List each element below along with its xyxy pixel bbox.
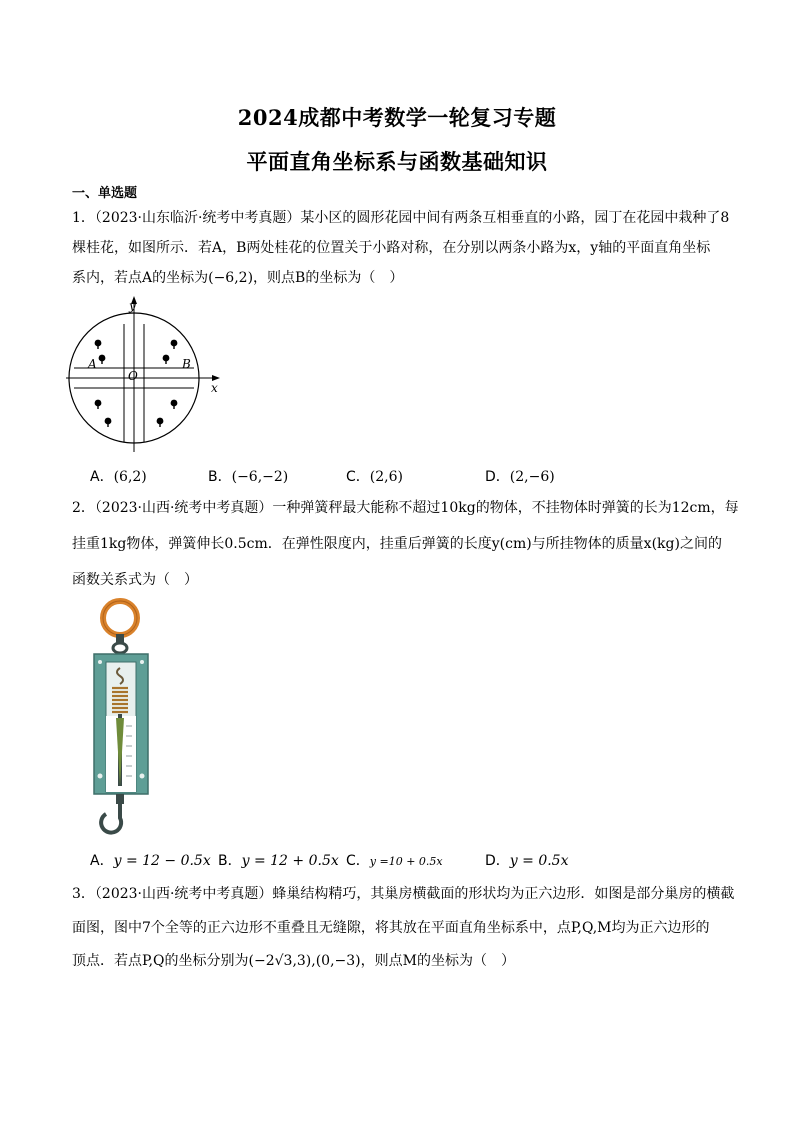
question-1-options	[90, 466, 730, 486]
question-2-line-1: 2．（2023·山西·统考中考真题）一种弹簧秤最大能称不超过10kg的物体，不挂物体时弹簧的长为12cm，每	[72, 500, 739, 516]
y-axis-label: y	[129, 299, 136, 313]
garden-figure	[64, 296, 224, 454]
document-title: 2024成都中考数学一轮复习专题	[237, 105, 557, 130]
option-a[interactable]: A．(6,2)	[90, 469, 147, 485]
option-b[interactable]: B．(−6,−2)	[208, 469, 289, 485]
option-d[interactable]: D．(2,−6)	[485, 469, 555, 485]
point-a-label: A	[88, 357, 97, 371]
question-3-line-1: 3．（2023·山西·统考中考真题）蜂巢结构精巧，其巢房横截面的形状均为正六边形．如图是部分巢房的横截	[72, 886, 735, 902]
question-3-line-2: 面图，图中7个全等的正六边形不重叠且无缝隙，将其放在平面直角坐标系中，点P,Q,M均为正六边形的	[72, 920, 710, 936]
option-c[interactable]: C．(2,6)	[346, 469, 403, 485]
spring-scale-figure	[72, 596, 168, 842]
question-2-line-3: 函数关系式为（ ）	[72, 572, 198, 588]
question-2-options	[90, 850, 730, 870]
option-d[interactable]: D．y = 0.5x	[485, 853, 569, 869]
question-1-line-2: 棵桂花，如图所示．若A，B两处桂花的位置关于小路对称，在分别以两条小路为x，y轴的平面直角坐标	[72, 240, 711, 256]
x-axis-label: x	[211, 381, 218, 395]
option-c[interactable]: C．y =10 + 0.5x	[346, 853, 443, 869]
question-1-line-3: 系内，若点A的坐标为(−6,2)，则点B的坐标为（ ）	[72, 270, 404, 286]
origin-label: O	[128, 369, 138, 383]
option-b[interactable]: B．y = 12 + 0.5x	[218, 853, 339, 869]
document-subtitle: 平面直角坐标系与函数基础知识	[246, 149, 548, 174]
question-3-line-3: 顶点．若点P,Q的坐标分别为(−2√3,3),(0,−3)，则点M的坐标为（ ）	[72, 953, 515, 969]
option-a[interactable]: A．y = 12 − 0.5x	[90, 853, 211, 869]
question-1-line-1: 1．（2023·山东临沂·统考中考真题）某小区的圆形花园中间有两条互相垂直的小路，园丁在花园中栽种了8	[72, 210, 730, 226]
point-b-label: B	[182, 357, 191, 371]
section-heading: 一、单选题	[72, 186, 138, 201]
question-2-line-2: 挂重1kg物体，弹簧伸长0.5cm．在弹性限度内，挂重后弹簧的长度y(cm)与所挂物体的质量x(kg)之间的	[72, 536, 722, 552]
